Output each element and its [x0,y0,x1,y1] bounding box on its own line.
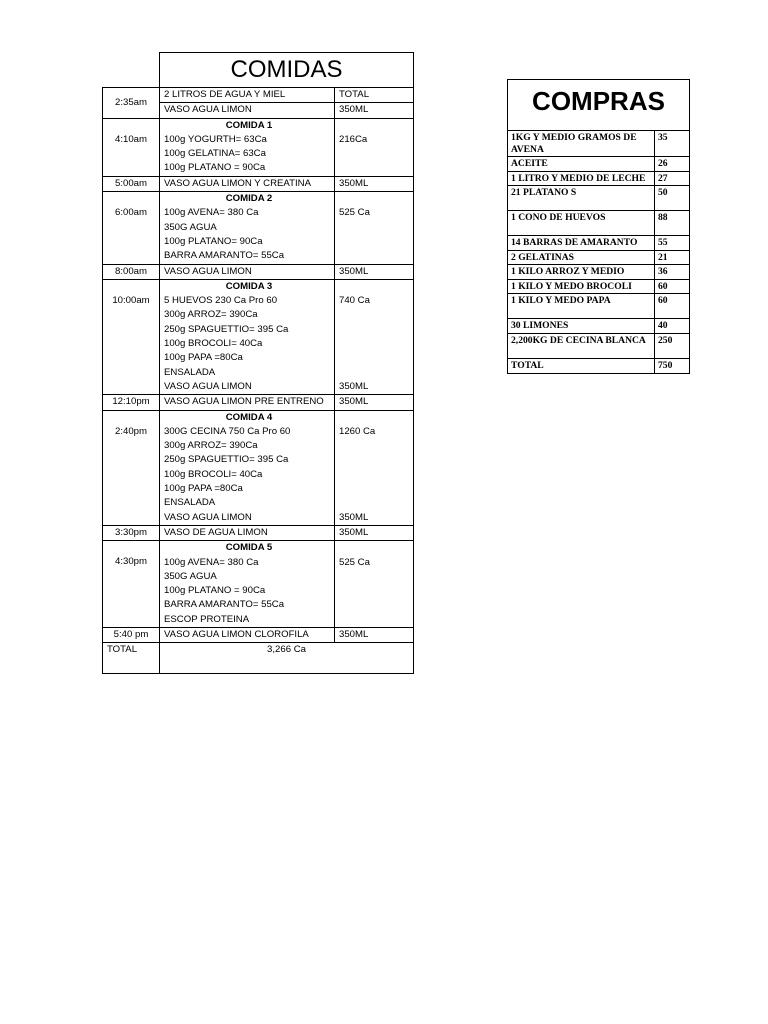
meal-total-value: 350ML [339,396,369,408]
meal-heading: COMIDA 4 [225,411,273,423]
meal-row [103,541,414,628]
meal-total-value: 1260 Ca [339,425,376,437]
meal-items [160,176,335,191]
meal-total [335,395,414,410]
purchase-row [508,250,690,265]
purchase-row [508,236,690,251]
meal-row [103,627,414,642]
meal-total-value: 350ML [339,104,369,116]
purchase-value: 60 [655,279,690,294]
meal-items [160,264,335,279]
meal-line: 350G AGUA [164,570,217,582]
purchase-row [508,358,690,373]
meal-row [103,118,414,176]
meal-row [103,395,414,410]
purchase-row [508,319,690,334]
meal-heading: COMIDA 3 [225,280,273,292]
meal-line: BARRA AMARANTO= 55Ca [164,599,285,611]
total-row [103,643,414,674]
meal-items [160,192,335,264]
meal-line: 100g PLATANO = 90Ca [164,162,266,174]
meal-line: VASO AGUA LIMON [164,511,252,523]
meal-total-bottom: 350ML [339,380,369,392]
meal-line: 100g PAPA =80Ca [164,483,243,495]
meal-heading: COMIDA 5 [225,542,273,554]
meal-total-value: 216Ca [339,133,368,145]
purchase-value: 250 [655,333,690,358]
meal-time: 2:35am [103,88,160,119]
meal-total [335,279,414,394]
meal-line: VASO AGUA LIMON [164,380,252,392]
meal-line: 350G AGUA [164,221,217,233]
purchase-item: 1 KILO Y MEDO BROCOLI [508,279,655,294]
meal-line: 100g GELATINA= 63Ca [164,148,266,160]
meal-total-value: 740 Ca [339,295,370,307]
meal-total [335,103,414,118]
meal-total [335,264,414,279]
meal-time: 2:40pm [103,410,160,525]
meal-time: 8:00am [103,264,160,279]
meal-items [160,103,335,118]
purchase-row [508,186,690,211]
meal-items [160,627,335,642]
meal-row [103,192,414,264]
meal-items [160,410,335,525]
purchase-value: 50 [655,186,690,211]
meal-time: 5:40 pm [103,627,160,642]
header-total: TOTAL [335,88,414,103]
meal-total-value: 350ML [339,526,369,538]
meal-line: BARRA AMARANTO= 55Ca [164,250,285,262]
meal-items [160,541,335,628]
purchase-item: 1 CONO DE HUEVOS [508,211,655,236]
purchase-value: 35 [655,131,690,157]
purchase-row [508,157,690,172]
meal-time: 10:00am [103,279,160,394]
meal-line: VASO AGUA LIMON CLOROFILA [164,628,309,640]
meal-line: 300g ARROZ= 390Ca [164,440,258,452]
purchase-item: 14 BARRAS DE AMARANTO [508,236,655,251]
meal-line: VASO AGUA LIMON Y CREATINA [164,177,311,189]
meal-total-value: 350ML [339,265,369,277]
purchase-item: 1 LITRO Y MEDIO DE LECHE [508,171,655,186]
purchase-item: 2 GELATINAS [508,250,655,265]
meal-line: ENSALADA [164,497,216,509]
meal-line: VASO AGUA LIMON [164,265,252,277]
meal-total-value: 525 Ca [339,556,370,568]
purchase-value: 26 [655,157,690,172]
meal-total-value: 350ML [339,628,369,640]
meal-items [160,395,335,410]
total-label: TOTAL [103,643,160,674]
purchase-value: 60 [655,294,690,319]
purchase-value: 27 [655,171,690,186]
meal-time: 4:30pm [103,541,160,628]
meal-total [335,192,414,264]
meal-heading: COMIDA 1 [225,119,273,131]
meal-line: 250g SPAGUETTIO= 395 Ca [164,323,289,335]
meal-line: 100g PLATANO = 90Ca [164,585,266,597]
meal-time: 4:10am [103,118,160,176]
meal-total-value: 350ML [339,177,369,189]
meal-items [160,525,335,540]
purchase-value: 88 [655,211,690,236]
meal-line: ESCOP PROTEINA [164,613,250,625]
meal-total-value: 525 Ca [339,207,370,219]
meal-time: 6:00am [103,192,160,264]
meal-time: 3:30pm [103,525,160,540]
meal-row [103,264,414,279]
meal-row [103,279,414,394]
purchase-item: 1 KILO ARROZ Y MEDIO [508,265,655,280]
purchase-item: 21 PLATANO S [508,186,655,211]
meal-total [335,525,414,540]
purchase-value: 21 [655,250,690,265]
meal-total [335,627,414,642]
grand-total: 3,266 Ca [160,643,414,674]
meal-line: VASO AGUA LIMON [164,104,252,116]
purchase-row [508,171,690,186]
meal-line: 100g AVENA= 380 Ca [164,556,259,568]
meal-total [335,541,414,628]
meal-line: 300g ARROZ= 390Ca [164,309,258,321]
meal-total-bottom: 350ML [339,511,369,523]
comidas-table [102,52,414,674]
meal-line: 300G CECINA 750 Ca Pro 60 [164,425,291,437]
meal-heading: COMIDA 2 [225,193,273,205]
purchase-item: 2,200KG DE CECINA BLANCA [508,333,655,358]
compras-table [507,79,690,374]
purchase-item: 30 LIMONES [508,319,655,334]
meal-line: 250g SPAGUETTIO= 395 Ca [164,454,289,466]
comidas-title: COMIDAS [160,53,414,88]
meal-line: VASO AGUA LIMON PRE ENTRENO [164,396,324,408]
compras-title: COMPRAS [508,80,690,131]
meal-line: VASO DE AGUA LIMON [164,526,268,538]
purchase-item: TOTAL [508,358,655,373]
purchase-row [508,294,690,319]
purchase-item: 1 KILO Y MEDO PAPA [508,294,655,319]
meal-time: 5:00am [103,176,160,191]
purchase-value: 36 [655,265,690,280]
meal-line: 100g PLATANO= 90Ca [164,235,263,247]
meal-items [160,118,335,176]
meal-line: 100g PAPA =80Ca [164,352,243,364]
header-item: 2 LITROS DE AGUA Y MIEL [160,88,335,103]
meal-total [335,176,414,191]
meal-line: 100g BROCOLI= 40Ca [164,468,263,480]
purchase-row [508,265,690,280]
meal-time: 12:10pm [103,395,160,410]
purchase-row [508,211,690,236]
meal-row [103,525,414,540]
meal-line: ENSALADA [164,366,216,378]
purchase-row [508,279,690,294]
meal-items [160,279,335,394]
purchase-value: 40 [655,319,690,334]
meal-total [335,118,414,176]
purchase-item: ACEITE [508,157,655,172]
purchase-value: 750 [655,358,690,373]
purchase-value: 55 [655,236,690,251]
meal-total [335,410,414,525]
purchase-row [508,131,690,157]
meal-line: 100g AVENA= 380 Ca [164,207,259,219]
meal-row [103,410,414,525]
meal-line: 5 HUEVOS 230 Ca Pro 60 [164,295,278,307]
purchase-row [508,333,690,358]
meal-line: 100g YOGURTH= 63Ca [164,133,267,145]
meal-row [103,176,414,191]
meal-line: 100g BROCOLI= 40Ca [164,338,263,350]
purchase-item: 1KG Y MEDIO GRAMOS DE AVENA [508,131,655,157]
